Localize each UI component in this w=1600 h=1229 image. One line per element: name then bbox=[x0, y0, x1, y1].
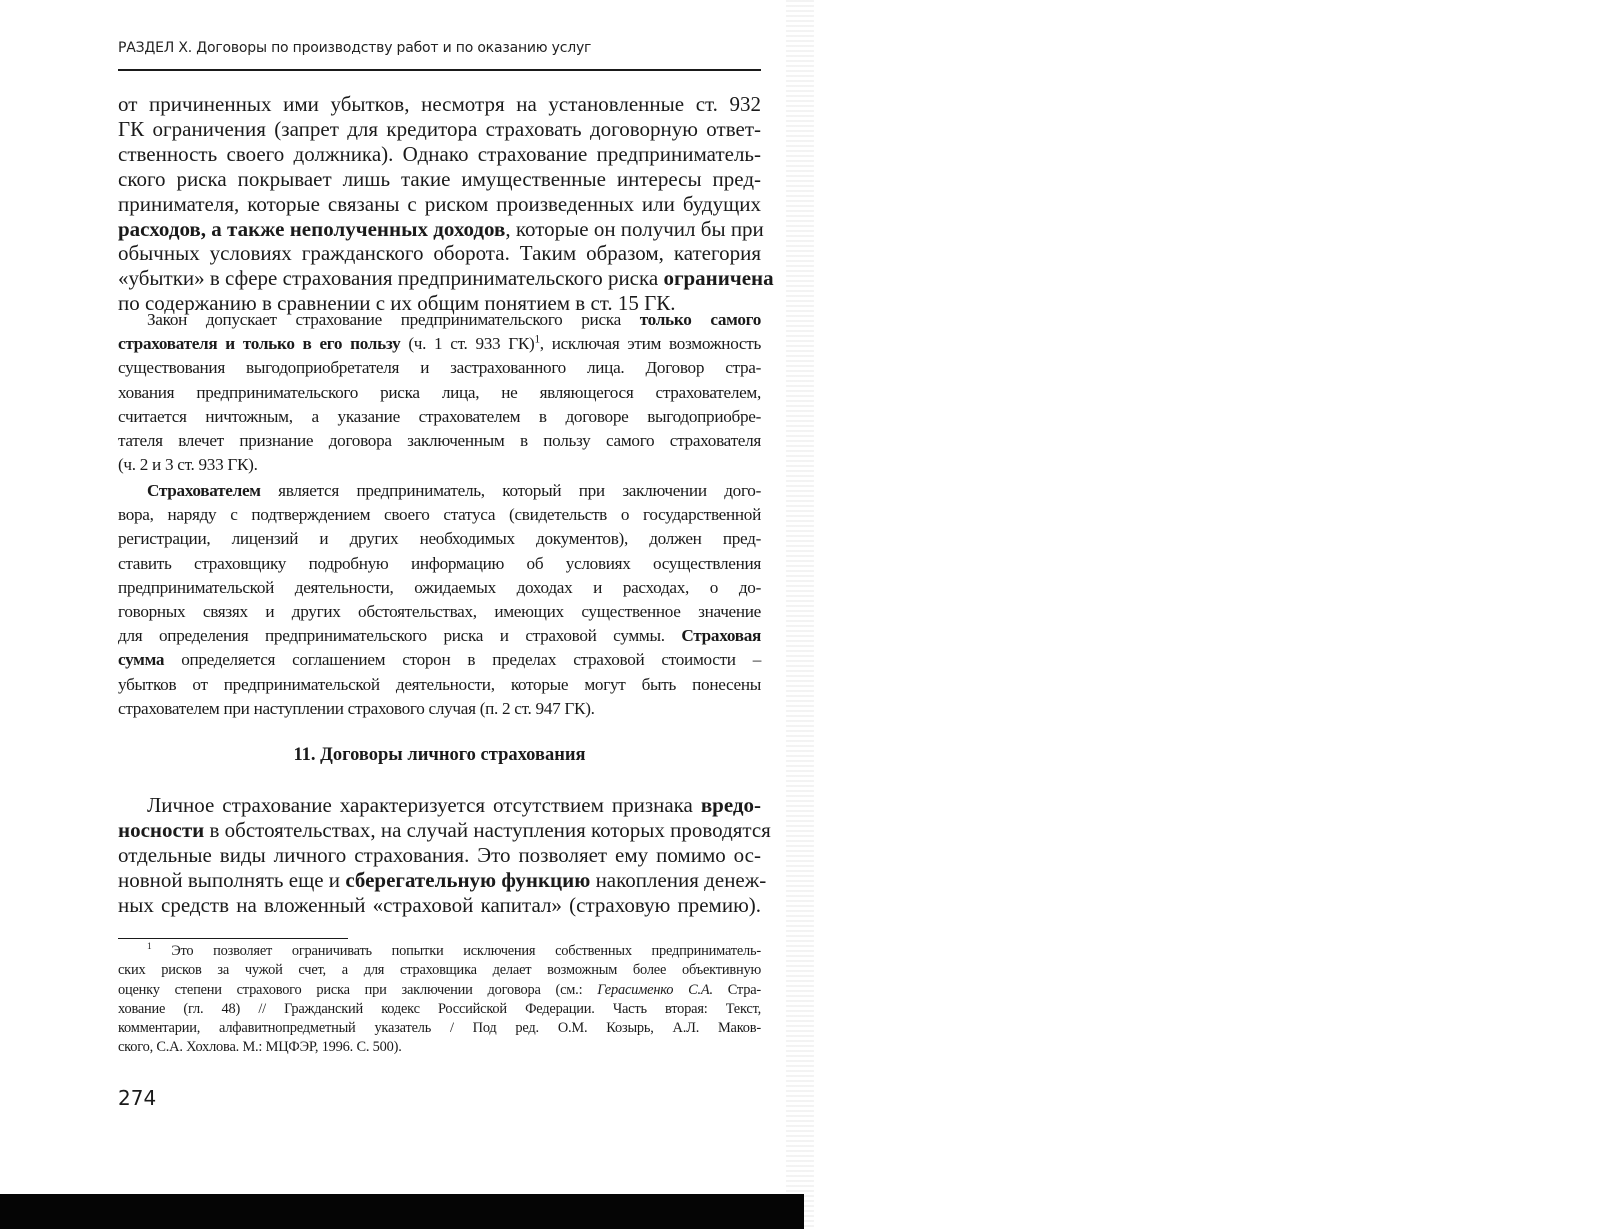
text-line: Закон допускает страхование предпринимательского риска только самого bbox=[147, 310, 761, 329]
text-line: комментарии, алфавитнопредметный указатель / Под ред. О.М. Козырь, А.Л. Маков- bbox=[118, 1020, 761, 1037]
page-number: 274 bbox=[118, 1086, 157, 1110]
emphasis: расходов, а также неполученных доходов bbox=[118, 216, 506, 241]
text-line: предпринимательской деятельности, ожидаемых доходах и расходах, о до- bbox=[118, 577, 761, 597]
text-line: отдельные виды личного страхования. Это позволяет ему помимо ос- bbox=[118, 842, 761, 867]
text-line: ственность своего должника). Однако страхование предприниматель- bbox=[118, 141, 761, 166]
text-line: для определения предпринимательского риска и страховой суммы. Страховая bbox=[118, 626, 761, 646]
text-line: хование (гл. 48) // Гражданский кодекс Российской Федерации. Часть вторая: Текст, bbox=[118, 1000, 761, 1017]
text-line: существования выгодоприобретателя и застрахованного лица. Договор стра- bbox=[118, 358, 761, 378]
text-line: Личное страхование характеризуется отсутствием признака вредо- bbox=[147, 793, 761, 817]
text-line: ГК ограничения (запрет для кредитора страховать договорную ответ- bbox=[118, 116, 761, 141]
text-line: страхователя и только в его пользу (ч. 1 ст. 933 ГК)$^1$, исключая этим возможность bbox=[118, 333, 761, 354]
footnote-ref: 1 bbox=[534, 333, 540, 346]
paragraph-1 bbox=[118, 92, 774, 316]
emphasis: сберегательную функцию bbox=[345, 867, 591, 892]
text-line: по содержанию в сравнении с их общим понятием в ст. 15 ГК. bbox=[118, 291, 676, 316]
text-line: страхователем при наступлении страхового случая (п. 2 ст. 947 ГК). bbox=[118, 698, 595, 718]
text-line: вора, наряду с подтверждением своего статуса (свидетельств о государственной bbox=[118, 505, 761, 525]
text-line: от причиненных ими убытков, несмотря на установленные ст. 932 bbox=[118, 92, 761, 116]
footnote-rule bbox=[118, 938, 348, 939]
footnote-marker: 1 bbox=[147, 942, 152, 953]
paragraph-3 bbox=[118, 479, 761, 721]
emphasis: Страхователем bbox=[147, 481, 261, 500]
header-rule bbox=[118, 69, 761, 71]
text-line: принимателя, которые связаны с риском произведенных или будущих bbox=[118, 191, 761, 216]
emphasis: только самого bbox=[639, 310, 761, 329]
text-line: ных средств на вложенный «страховой капитал» (страховую премию). bbox=[118, 892, 761, 917]
author-name: Герасименко С.А. bbox=[597, 981, 713, 998]
text-line: обычных условиях гражданского оборота. Таким образом, категория bbox=[118, 241, 761, 266]
text-line: говорных связях и других обстоятельствах, имеющих существенное значение bbox=[118, 602, 761, 622]
text-line: $^1$ Это позволяет ограничивать попытки исключения собственных предприниматель- bbox=[147, 942, 761, 959]
footnote bbox=[118, 942, 761, 1058]
text-line: сумма определяется соглашением сторон в пределах страховой стоимости – bbox=[118, 650, 761, 670]
text-line: тателя влечет признание договора заключенным в пользу самого страхователя bbox=[118, 431, 761, 451]
section-heading: 11. Договоры личного страхования bbox=[293, 745, 586, 765]
text-line: хования предпринимательского риска лица, не являющегося страхователем, bbox=[118, 382, 761, 402]
text-line: оценку степени страхового риска при заключении договора (см.: Герасименко С.А. Стра- bbox=[118, 981, 761, 998]
emphasis: вредо- bbox=[700, 793, 761, 817]
scan-gutter-shadow bbox=[786, 0, 814, 1229]
scan-bottom-edge bbox=[0, 1194, 804, 1229]
text-line: считается ничтожным, а указание страхователем в договоре выгодоприобре- bbox=[118, 406, 761, 426]
text-line: расходов, а также неполученных доходов, которые он получил бы при bbox=[118, 216, 764, 241]
text-line: ского, С.А. Хохлова. М.: МЦФЭР, 1996. С. 500). bbox=[118, 1039, 402, 1056]
paragraph-4 bbox=[118, 793, 771, 918]
paragraph-2 bbox=[118, 308, 761, 477]
emphasis: страхователя и только в его пользу bbox=[118, 334, 401, 354]
text-line: «убытки» в сфере страхования предпринимательского риска ограничена bbox=[118, 266, 774, 291]
text-line: (ч. 2 и 3 ст. 933 ГК). bbox=[118, 455, 258, 475]
text-line: ставить страховщику подробную информацию об условиях осуществления bbox=[118, 553, 761, 573]
text-line: ского риска покрывает лишь такие имущественные интересы пред- bbox=[118, 166, 761, 191]
text-line: носности в обстоятельствах, на случай наступления которых проводятся bbox=[118, 817, 771, 842]
text-line: ских рисков за чужой счет, а для страховщика делает возможным более объективную bbox=[118, 962, 761, 979]
emphasis: ограничена bbox=[663, 266, 774, 291]
running-head: РАЗДЕЛ X. Договоры по производству работ и по оказанию услуг bbox=[118, 40, 592, 56]
text-line: Страхователем является предприниматель, который при заключении дого- bbox=[147, 481, 761, 500]
text-line: убытков от предпринимательской деятельности, которые могут быть понесены bbox=[118, 674, 761, 694]
emphasis: сумма bbox=[118, 650, 165, 670]
text-line: регистрации, лицензий и других необходимых документов), должен пред- bbox=[118, 529, 761, 549]
emphasis: носности bbox=[118, 817, 205, 842]
emphasis: Страховая bbox=[681, 626, 761, 646]
text-line: новной выполнять еще и сберегательную функцию накопления денеж- bbox=[118, 867, 767, 892]
